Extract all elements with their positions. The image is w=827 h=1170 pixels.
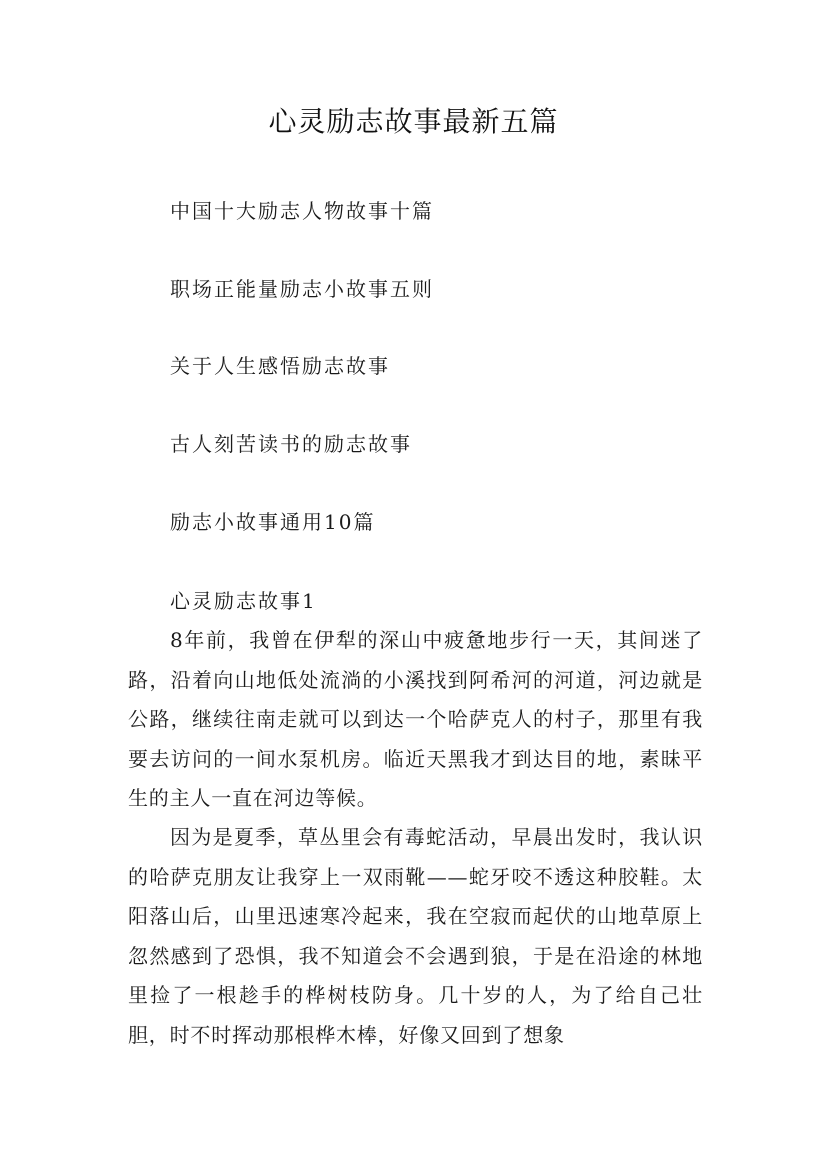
toc-item: 励志小故事通用10篇 [170,510,376,534]
toc-item: 中国十大励志人物故事十篇 [170,199,434,223]
document-title: 心灵励志故事最新五篇 [268,105,559,138]
toc-item: 职场正能量励志小故事五则 [170,277,434,301]
toc-item: 古人刻苦读书的励志故事 [170,432,412,456]
toc-item: 关于人生感悟励志故事 [170,354,390,378]
body-paragraph: 因为是夏季，草丛里会有毒蛇活动，早晨出发时，我认识的哈萨克朋友让我穿上一双雨靴——蛇牙咬不透这种胶鞋。太阳落山后，山里迅速寒冷起来，我在空寂而起伏的山地草原上忽然感到了恐惧，我不知道会不会遇到狼，于是在沿途的林地里捡了一根趁手的桦树枝防身。几十岁的人，为了给自己壮胆，时不时挥动那根桦木棒，好像又回到了想象 [128,825,703,1047]
story-heading: 心灵励志故事1 [170,589,317,613]
body-paragraph: 8年前，我曾在伊犁的深山中疲惫地步行一天，其间迷了路，沿着向山地低处流淌的小溪找到阿希河的河道，河边就是公路，继续往南走就可以到达一个哈萨克人的村子，那里有我要去访问的一间水泵机房。临近天黑我才到达目的地，素昧平生的主人一直在河边等候。 [128,628,703,811]
